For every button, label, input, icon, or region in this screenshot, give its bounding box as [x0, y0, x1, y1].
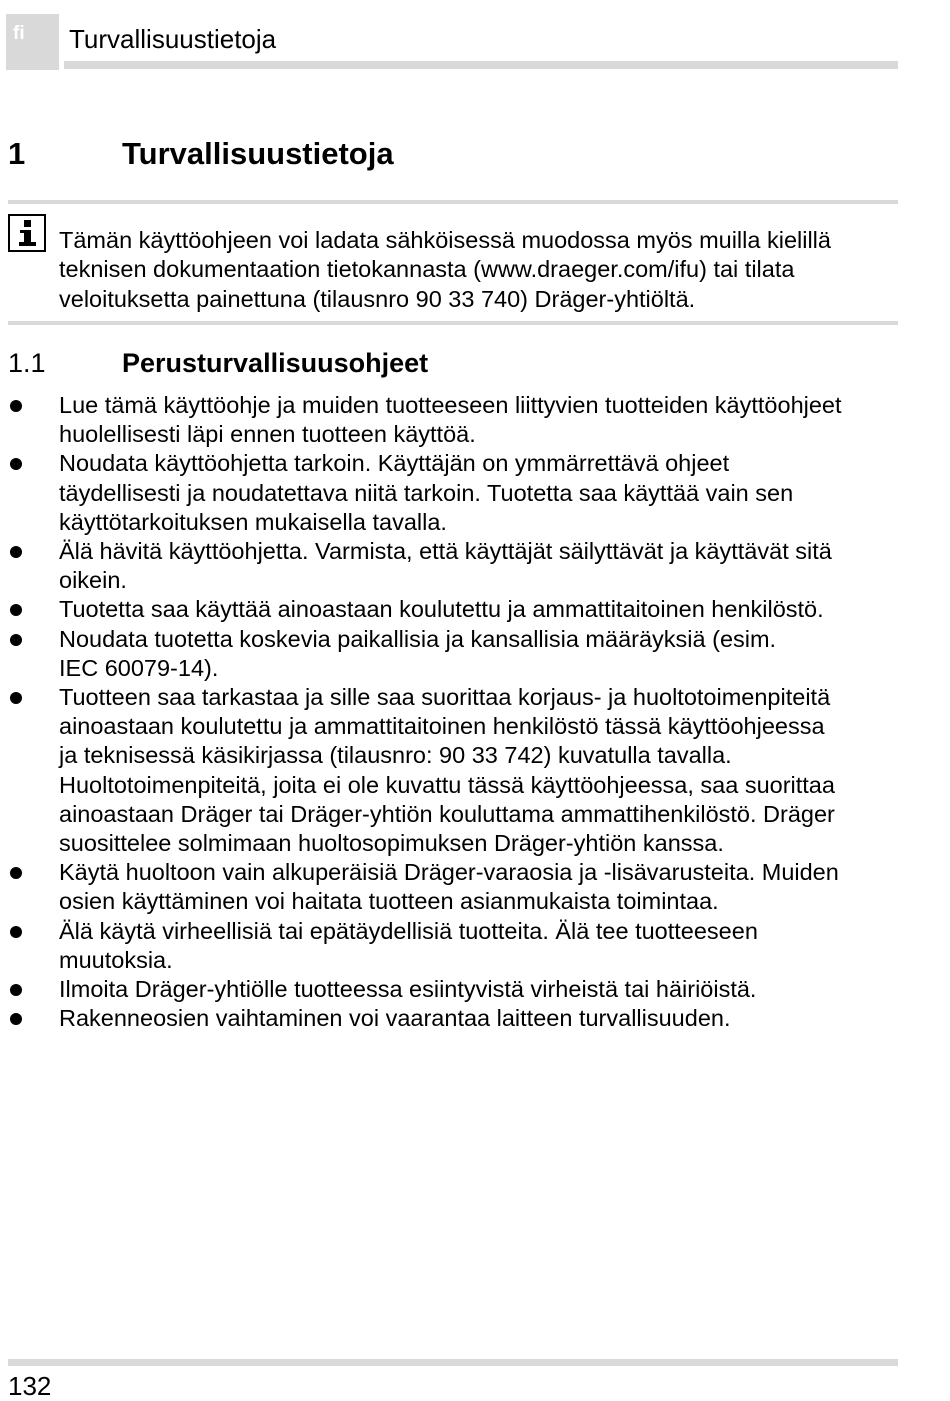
section-number: 1.1 — [8, 348, 46, 378]
bullet-icon — [10, 867, 22, 879]
page-number: 132 — [8, 1371, 52, 1401]
list-item-text: Käytä huoltoon vain alkuperäisiä Dräger-varaosia ja -lisävarusteita. Muiden — [59, 859, 839, 886]
bullet-icon — [10, 1013, 22, 1025]
bullet-icon — [10, 926, 22, 938]
page-header — [6, 14, 898, 70]
list-item-text: suosittelee solmimaan huoltosopimuksen Dräger-yhtiön kanssa. — [59, 830, 724, 857]
list-item-text: ainoastaan Dräger tai Dräger-yhtiön kouluttama ammattihenkilöstö. Dräger — [59, 800, 835, 827]
list-item — [0, 858, 950, 916]
list-item-text: Huoltotoimenpiteitä, joita ei ole kuvattu tässä käyttöohjeessa, saa suorittaa — [59, 771, 835, 798]
info-note-line: teknisen dokumentaation tietokannasta (www.draeger.com/ifu) tai tilata — [59, 256, 795, 283]
list-item — [0, 625, 950, 683]
bullet-icon — [10, 692, 22, 704]
list-item-text: Ilmoita Dräger-yhtiölle tuotteessa esiintyvistä virheistä tai häiriöistä. — [59, 976, 757, 1003]
header-rule — [64, 61, 898, 69]
info-note-line: Tämän käyttöohjeen voi ladata sähköisessä muodossa myös muilla kielillä — [59, 227, 831, 253]
list-item-text: Noudata tuotetta koskevia paikallisia ja kansallisia määräyksiä (esim. — [59, 625, 777, 652]
info-note — [59, 226, 904, 314]
list-item-text: ainoastaan koulutettu ja ammattitaitoinen henkilöstö tässä käyttöohjeessa — [59, 713, 825, 740]
bullet-icon — [10, 458, 22, 470]
list-item — [0, 917, 950, 975]
list-item-text: käyttötarkoituksen mukaisella tavalla. — [59, 508, 447, 535]
list-item — [0, 595, 950, 624]
list-item — [0, 683, 950, 858]
section-title: Perusturvallisuusohjeet — [122, 348, 429, 378]
chapter-title: Turvallisuustietoja — [122, 136, 394, 171]
chapter-number: 1 — [8, 136, 26, 171]
list-item-text: oikein. — [59, 567, 127, 594]
list-item-text: muutoksia. — [59, 946, 173, 973]
bullet-icon — [10, 546, 22, 558]
bullet-icon — [10, 984, 22, 996]
list-item-text: Tuotteen saa tarkastaa ja sille saa suorittaa korjaus- ja huoltotoimenpiteitä — [59, 684, 831, 711]
note-top-rule — [8, 200, 898, 204]
bullet-icon — [10, 400, 22, 412]
list-item-text: Älä hävitä käyttöohjetta. Varmista, että käyttäjät säilyttävät ja käyttävät sitä — [59, 538, 832, 565]
bullet-icon — [10, 634, 22, 646]
list-item-text: osien käyttäminen voi haitata tuotteen asianmukaista toimintaa. — [59, 888, 719, 915]
note-bottom-rule — [8, 321, 898, 325]
language-tab — [6, 14, 59, 70]
list-item-text: IEC 60079-14). — [59, 654, 219, 681]
list-item — [0, 391, 950, 449]
list-item — [0, 1004, 950, 1033]
list-item-text: Tuotetta saa käyttää ainoastaan koulutettu ja ammattitaitoinen henkilöstö. — [59, 596, 824, 623]
info-icon — [8, 214, 46, 252]
running-header-title: Turvallisuustietoja — [69, 24, 277, 54]
list-item-text: huolellisesti läpi ennen tuotteen käyttöä. — [59, 421, 476, 448]
list-item — [0, 975, 950, 1004]
list-item-text: Rakenneosien vaihtaminen voi vaarantaa laitteen turvallisuuden. — [59, 1005, 731, 1032]
list-item-text: Noudata käyttöohjetta tarkoin. Käyttäjän on ymmärrettävä ohjeet — [59, 450, 730, 477]
bullet-icon — [10, 604, 22, 616]
safety-instructions-list — [0, 391, 950, 1033]
info-note-line: veloituksetta painettuna (tilausnro 90 33 740) Dräger-yhtiöltä. — [59, 285, 696, 312]
list-item-text: Lue tämä käyttöohje ja muiden tuotteeseen liittyvien tuotteiden käyttöohjeet — [59, 392, 842, 418]
footer-rule — [8, 1359, 898, 1366]
list-item-text: Älä käytä virheellisiä tai epätäydellisiä tuotteita. Älä tee tuotteeseen — [59, 917, 758, 944]
list-item-text: täydellisesti ja noudatettava niitä tarkoin. Tuotetta saa käyttää vain sen — [59, 479, 794, 506]
language-code: fi — [13, 23, 25, 44]
list-item-text: ja teknisessä käsikirjassa (tilausnro: 90 33 742) kuvatulla tavalla. — [59, 742, 732, 769]
list-item — [0, 449, 950, 537]
list-item — [0, 537, 950, 595]
